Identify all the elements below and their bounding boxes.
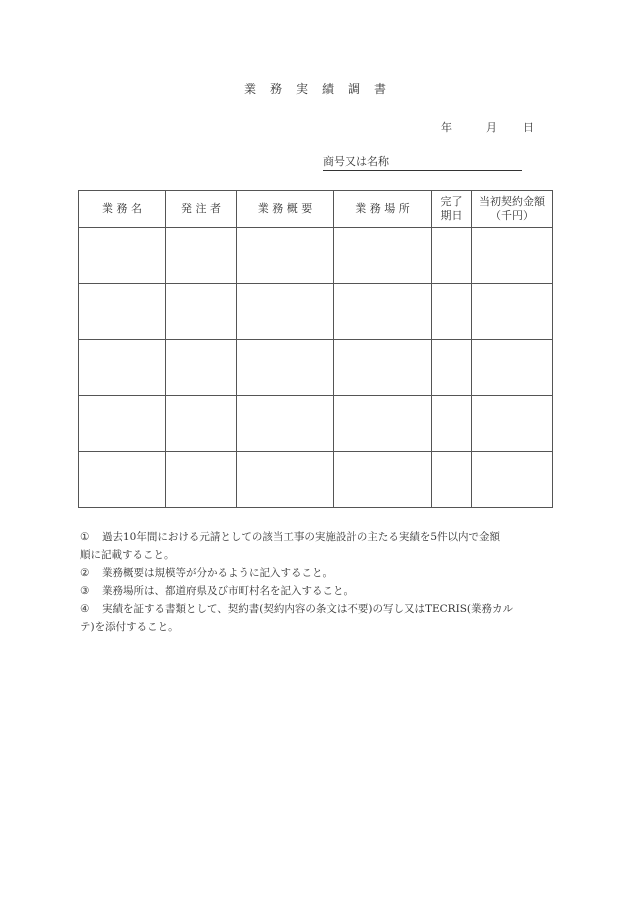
notes-list [80,528,560,636]
date-year: 年 [441,121,452,134]
header-project-name: 業 務 名 [79,191,166,228]
cell[interactable] [237,284,334,340]
table-row [79,340,553,396]
document-title: 業務実績調書 [243,82,400,96]
note-continuation: テ)を添付すること。 [80,621,179,633]
table-row [79,452,553,508]
header-client: 発 注 者 [166,191,237,228]
note-item [80,564,560,582]
header-contract-amount [472,191,553,228]
cell[interactable] [237,452,334,508]
cell[interactable] [166,340,237,396]
cell[interactable] [166,452,237,508]
cell[interactable] [166,228,237,284]
note-number: ② [80,567,90,579]
note-item [80,600,560,618]
cell[interactable] [472,284,553,340]
cell[interactable] [79,284,166,340]
header-amount-l1: 当初契約金額 [479,195,545,208]
date-line [441,119,534,135]
cell[interactable] [79,452,166,508]
results-table [78,190,553,508]
cell[interactable] [237,228,334,284]
header-location: 業 務 場 所 [334,191,432,228]
note-item [80,528,560,546]
cell[interactable] [237,396,334,452]
cell[interactable] [334,284,432,340]
cell[interactable] [432,452,472,508]
cell[interactable] [79,228,166,284]
cell[interactable] [79,396,166,452]
cell[interactable] [472,396,553,452]
table-header-row [79,191,553,228]
note-text: 過去10年間における元請としての該当工事の実施設計の主たる実績を5件以内で金額 [102,531,501,543]
cell[interactable] [432,396,472,452]
date-day: 日 [523,121,534,134]
cell[interactable] [472,228,553,284]
cell[interactable] [334,452,432,508]
cell[interactable] [237,340,334,396]
cell[interactable] [79,340,166,396]
cell[interactable] [432,228,472,284]
table-row [79,396,553,452]
cell[interactable] [432,284,472,340]
header-completion-l1: 完了 [440,195,463,208]
cell[interactable] [432,340,472,396]
company-name-field: 商号又は名称 [323,153,522,171]
cell[interactable] [166,284,237,340]
note-number: ③ [80,585,90,597]
cell[interactable] [334,340,432,396]
header-amount-l2: （千円） [490,209,534,222]
note-text: 実績を証する書類として、契約書(契約内容の条文は不要)の写し又はTECRIS(業務カル [102,603,514,615]
header-completion-l2: 期日 [440,209,463,222]
cell[interactable] [334,396,432,452]
note-item [80,582,560,600]
date-month: 月 [486,121,497,134]
note-text: 業務場所は、都道府県及び市町村名を記入すること。 [102,585,354,597]
note-number: ④ [80,603,90,615]
note-number: ① [80,531,90,543]
cell[interactable] [334,228,432,284]
note-text: 業務概要は規模等が分かるように記入すること。 [102,567,333,579]
note-continuation: 順に記載すること。 [80,549,175,561]
cell[interactable] [472,452,553,508]
table-row [79,284,553,340]
cell[interactable] [472,340,553,396]
cell[interactable] [166,396,237,452]
table-row [79,228,553,284]
header-summary: 業 務 概 要 [237,191,334,228]
header-completion-date [432,191,472,228]
